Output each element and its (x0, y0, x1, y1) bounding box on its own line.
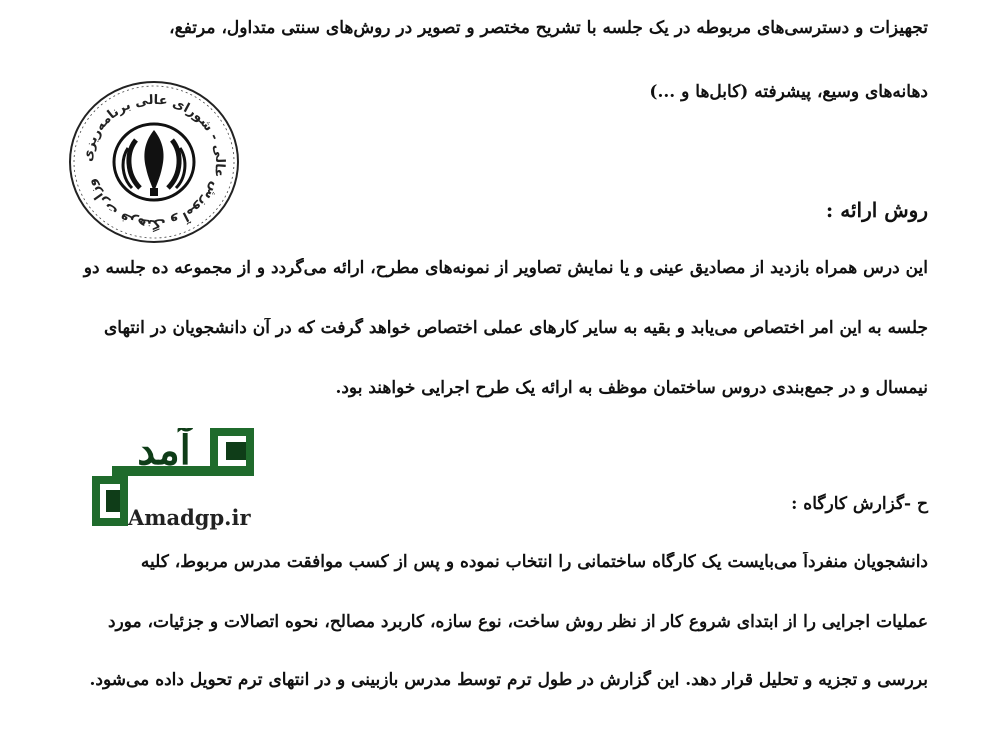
method-line-3: نیمسال و در جمع‌بندی دروس ساختمان موظف به ارائه یک طرح اجرایی خواهند بود. (335, 378, 928, 398)
intro-line-2: دهانه‌های وسیع، پیشرفته (کابل‌ها و ...) (649, 82, 928, 102)
seal-label: وزارت فرهنگ و آموزش عالی - شورای عالی برنامه‌ریزی (80, 92, 228, 232)
workshop-line-3: بررسی و تجزیه و تحلیل قرار دهد. این گزارش در طول ترم توسط مدرس بازبینی و در انتهای ترم تحویل داده می‌شود. (89, 670, 928, 690)
workshop-line-2: عملیات اجرایی را از ابتدای شروع کار از نظر روش ساخت، نوع سازه، کاربرد مصالح، نحوه اتصالات و جزئیات، مورد (107, 612, 928, 632)
method-line-1: این درس همراه بازدید از مصادیق عینی و یا نمایش تصاویر از نمونه‌های مطرح، ارائه می‌گردد و از مجموعه ده جلسه دو (83, 258, 928, 278)
intro-line-1: تجهیزات و دسترسی‌های مربوطه در یک جلسه با تشریح مختصر و تصویر در روش‌های سنتی متداول، مرتفع، (169, 18, 928, 38)
method-heading: روش ارائه : (825, 198, 928, 222)
watermark-site: Amadgp.ir (128, 505, 251, 530)
watermark-persian: آمد (137, 428, 191, 474)
workshop-line-1: دانشجویان منفرداً می‌بایست یک کارگاه ساختمانی را انتخاب نموده و پس از کسب موافقت مدرس مربوط، کلیه (140, 552, 928, 572)
method-line-2: جلسه به این امر اختصاص می‌یابد و بقیه به سایر کارهای عملی اختصاص خواهد گرفت که در آن دانشجویان در انتهای (103, 318, 928, 338)
workshop-heading: ح -گزارش کارگاه : (791, 494, 928, 514)
official-seal-icon (66, 78, 242, 246)
